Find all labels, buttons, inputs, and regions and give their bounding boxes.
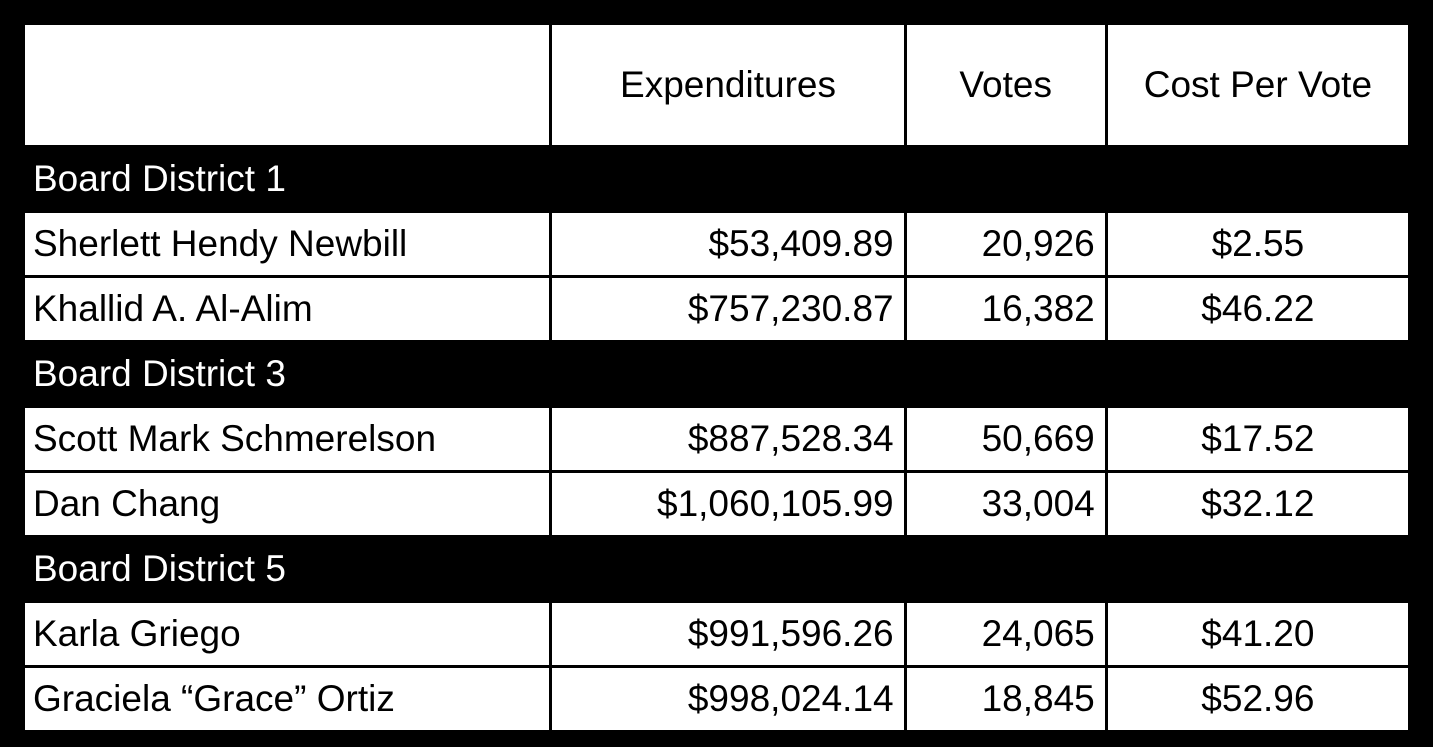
candidate-name: Khallid A. Al-Alim bbox=[25, 278, 549, 340]
candidate-cost-per-vote: $17.52 bbox=[1108, 408, 1408, 470]
table-row bbox=[25, 408, 1408, 470]
district-label: Board District 3 bbox=[25, 343, 1408, 405]
candidate-expenditures: $757,230.87 bbox=[552, 278, 903, 340]
candidate-name: Graciela “Grace” Ortiz bbox=[25, 668, 549, 730]
column-header-candidate bbox=[25, 25, 549, 145]
candidate-cost-per-vote: $2.55 bbox=[1108, 213, 1408, 275]
district-header-row bbox=[25, 538, 1408, 600]
table-header-row bbox=[25, 25, 1408, 145]
table-body bbox=[25, 148, 1408, 730]
candidate-expenditures: $887,528.34 bbox=[552, 408, 903, 470]
column-header-votes: Votes bbox=[907, 25, 1105, 145]
candidate-cost-per-vote: $32.12 bbox=[1108, 473, 1408, 535]
table-row bbox=[25, 213, 1408, 275]
candidate-votes: 20,926 bbox=[907, 213, 1105, 275]
table-row bbox=[25, 473, 1408, 535]
district-label: Board District 1 bbox=[25, 148, 1408, 210]
candidate-cost-per-vote: $52.96 bbox=[1108, 668, 1408, 730]
candidate-name: Karla Griego bbox=[25, 603, 549, 665]
candidate-cost-per-vote: $46.22 bbox=[1108, 278, 1408, 340]
district-header-row bbox=[25, 343, 1408, 405]
candidate-votes: 33,004 bbox=[907, 473, 1105, 535]
table-header bbox=[25, 25, 1408, 145]
candidate-name: Sherlett Hendy Newbill bbox=[25, 213, 549, 275]
table-row bbox=[25, 278, 1408, 340]
column-header-expenditures: Expenditures bbox=[552, 25, 903, 145]
candidate-expenditures: $998,024.14 bbox=[552, 668, 903, 730]
candidate-votes: 16,382 bbox=[907, 278, 1105, 340]
column-header-cost-per-vote: Cost Per Vote bbox=[1108, 25, 1408, 145]
candidate-votes: 18,845 bbox=[907, 668, 1105, 730]
candidate-name: Scott Mark Schmerelson bbox=[25, 408, 549, 470]
district-header-row bbox=[25, 148, 1408, 210]
candidate-cost-per-vote: $41.20 bbox=[1108, 603, 1408, 665]
candidate-votes: 24,065 bbox=[907, 603, 1105, 665]
campaign-finance-table bbox=[22, 22, 1411, 733]
candidate-name: Dan Chang bbox=[25, 473, 549, 535]
candidate-votes: 50,669 bbox=[907, 408, 1105, 470]
candidate-expenditures: $53,409.89 bbox=[552, 213, 903, 275]
candidate-expenditures: $991,596.26 bbox=[552, 603, 903, 665]
table-row bbox=[25, 603, 1408, 665]
district-label: Board District 5 bbox=[25, 538, 1408, 600]
table-row bbox=[25, 668, 1408, 730]
candidate-expenditures: $1,060,105.99 bbox=[552, 473, 903, 535]
